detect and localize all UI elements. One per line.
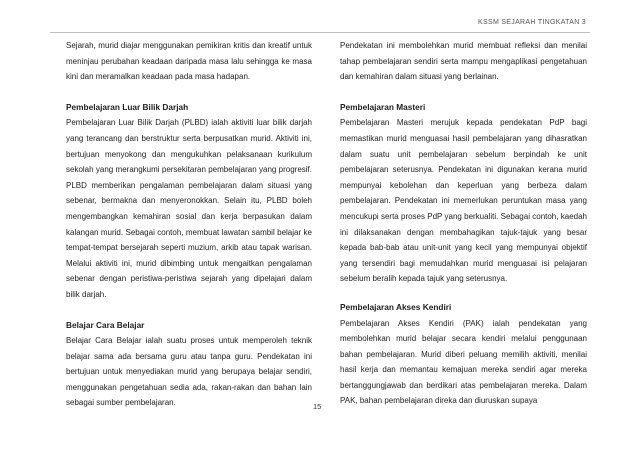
right-column: [340, 38, 587, 409]
running-header: [50, 14, 590, 33]
right-intro-paragraph: Pendekatan ini membolehkan murid membuat refleksi dan menilai tahap pembelajaran sendiri serta mampu mengaplikasi pengetahuan dan kemahiran dalam situasi yang berlainan.: [340, 41, 587, 82]
left-column: [66, 38, 312, 411]
plbd-heading: Pembelajaran Luar Bilik Darjah: [66, 101, 189, 112]
plbd-paragraph: Pembelajaran Luar Bilik Darjah (PLBD) ialah aktiviti luar bilik darjah yang terancang dan berstruktur serta berpusatkan murid. Aktiviti ini, bertujuan menyokong dan mengukuhkan pelaksanaan kurikulum sekolah yang merangkumi persekitaran pembelajaran yang progresif. PLBD memberikan pengalaman pembelajaran dalam situasi yang sebenar, bermakna dan menyeronokkan. Selain itu, PLBD boleh mengembangkan kemahiran sosial dan kerja berpasukan dalam kalangan murid. Sebagai contoh, membuat lawatan sambil belajar ke tempat-tempat bersejarah seperti muzium, arkib atau tapak warisan. Melalui aktiviti ini, murid dibimbing untuk mengaitkan pengalaman sebenar dengan peristiwa-peristiwa sejarah yang dipelajari dalam bilik darjah.: [66, 118, 312, 299]
akses-kendiri-heading: Pembelajaran Akses Kendiri: [340, 301, 452, 312]
header-title: KSSM SEJARAH TINGKATAN 3: [478, 19, 586, 26]
page-number: 15: [313, 402, 322, 411]
belajar-cara-belajar-heading: Belajar Cara Belajar: [66, 319, 145, 330]
masteri-heading: Pembelajaran Masteri: [340, 101, 426, 112]
akses-kendiri-paragraph: Pembelajaran Akses Kendiri (PAK) ialah pendekatan yang membolehkan murid belajar secara kendiri melalui penggunaan bahan pembelajaran. Murid diberi peluang memilih aktiviti, menilai hasil kerja dan memantau kemajuan mereka sendiri agar mereka bertanggungjawab dan berdikari atas pembelajaran mereka. Dalam PAK, bahan pembelajaran direka dan diuruskan supaya: [340, 318, 587, 406]
left-intro-paragraph: Sejarah, murid diajar menggunakan pemikiran kritis dan kreatif untuk meninjau perubahan keadaan daripada masa lalu sehingga ke masa kini dan meramalkan keadaan pada masa hadapan.: [66, 41, 312, 82]
belajar-cara-belajar-paragraph: Belajar Cara Belajar ialah suatu proses untuk memperoleh teknik belajar sama ada bersama guru atau tanpa guru. Pendekatan ini bertujuan untuk menyediakan murid yang berupaya belajar sendiri, menggunakan pengetahuan sedia ada, rakan-rakan dan bahan lain sebagai sumber pembelajaran.: [66, 336, 312, 408]
masteri-paragraph: Pembelajaran Masteri merujuk kepada pendekatan PdP bagi memastikan murid menguasai hasil pembelajaran yang dihasratkan dalam suatu unit pembelajaran sebelum berpindah ke unit pembelajaran seterusnya. Pendekatan ini digunakan kerana murid mempunyai kebolehan dan keperluan yang berbeza dalam pembelajaran. Pendekatan ini memerlukan peruntukan masa yang mencukupi serta proses PdP yang berkualiti. Sebagai contoh, kaedah ini dilaksanakan dengan membahagikan tajuk-tajuk yang besar kepada bab-bab atau unit-unit yang kecil yang mempunyai objektif yang tersendiri bagi memudahkan murid menguasai isi pelajaran sebelum beralih kepada tajuk yang seterusnya.: [340, 118, 587, 284]
